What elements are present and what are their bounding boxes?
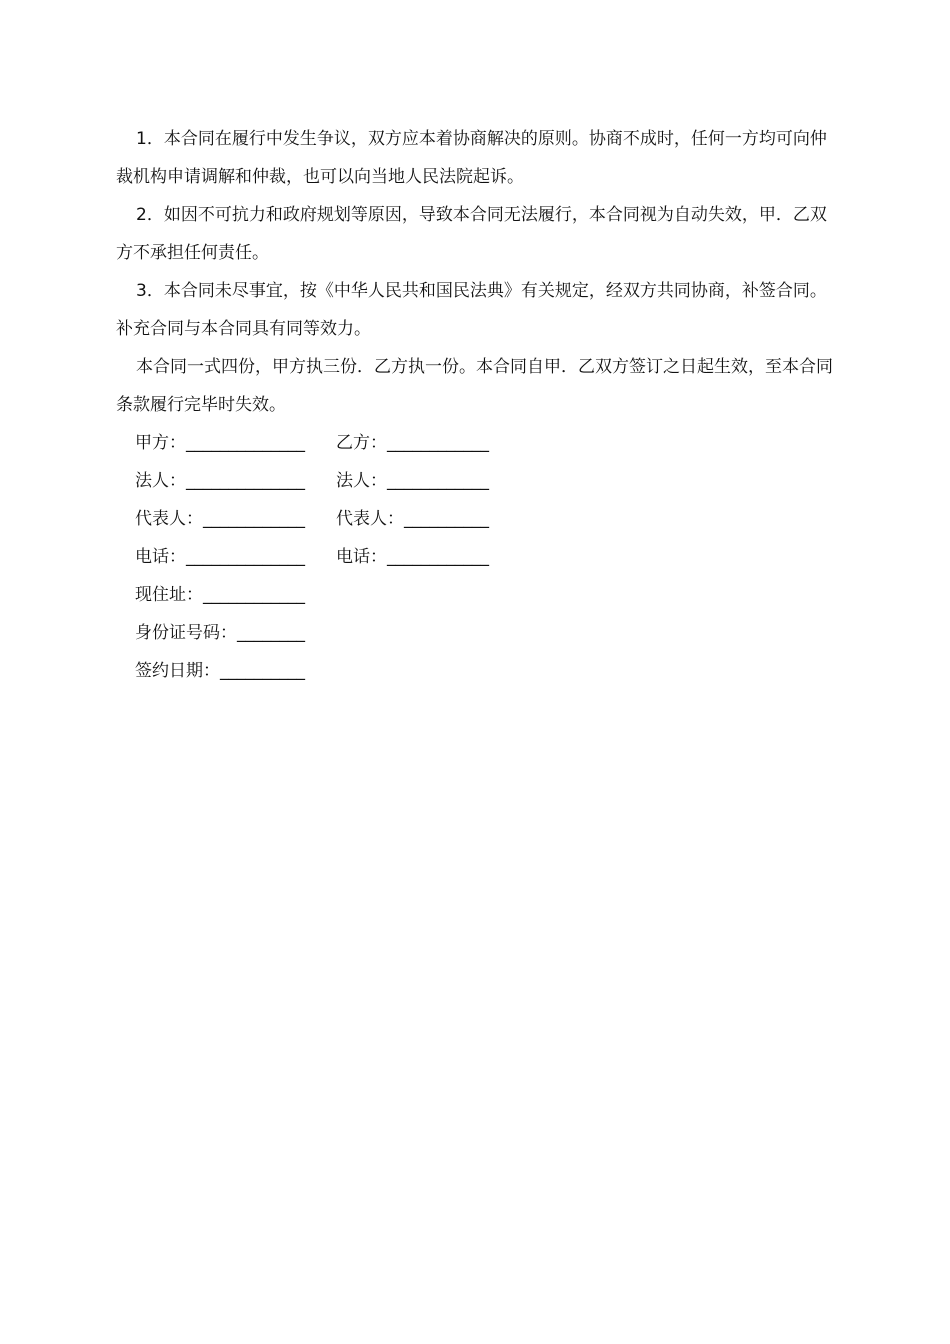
id-number-field: 身份证号码：________ (135, 623, 305, 643)
signature-row-representative (116, 500, 836, 538)
clause-force-majeure: 2．如因不可抗力和政府规划等原因，导致本合同无法履行，本合同视为自动失效，甲．乙双方不承担任何责任。 (116, 205, 827, 263)
signature-row-legal (116, 462, 836, 500)
party-a-field: 甲方：______________ (135, 433, 305, 453)
sign-date-field: 签约日期：__________ (135, 661, 305, 681)
signature-row-address (116, 576, 836, 614)
signature-row-id (116, 614, 836, 652)
representative-a-field: 代表人：____________ (135, 509, 305, 529)
clause-supplement: 3．本合同未尽事宜，按《中华人民共和国民法典》有关规定，经双方共同协商，补签合同。补充合同与本合同具有同等效力。 (116, 281, 827, 339)
clause-dispute: 1．本合同在履行中发生争议，双方应本着协商解决的原则。协商不成时，任何一方均可向仲裁机构申请调解和仲裁，也可以向当地人民法院起诉。 (116, 129, 827, 187)
signature-row-date (116, 652, 836, 690)
signature-row-phone (116, 538, 836, 576)
phone-b-field: 电话：____________ (336, 547, 489, 567)
party-b-field: 乙方：____________ (336, 433, 489, 453)
address-field: 现住址：____________ (135, 585, 305, 605)
legal-b-field: 法人：____________ (336, 471, 489, 491)
representative-b-field: 代表人：__________ (336, 509, 489, 529)
legal-a-field: 法人：______________ (135, 471, 305, 491)
signature-row-party (116, 424, 836, 462)
contract-body (116, 120, 836, 690)
clause-copies: 本合同一式四份，甲方执三份．乙方执一份。本合同自甲．乙双方签订之日起生效，至本合同条款履行完毕时失效。 (116, 357, 833, 415)
phone-a-field: 电话：______________ (135, 547, 305, 567)
